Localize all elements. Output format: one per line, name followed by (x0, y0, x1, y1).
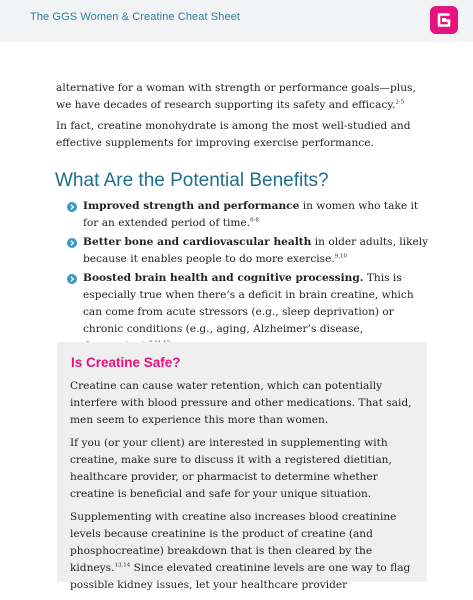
benefits-list (67, 198, 432, 355)
safety-box-title: Is Creatine Safe? (71, 355, 181, 370)
chevron-right-icon (67, 273, 77, 283)
benefits-heading: What Are the Potential Benefits? (55, 170, 329, 191)
chevron-right-icon (67, 201, 77, 211)
ggs-logo-icon (430, 6, 458, 34)
safety-paragraph-1: Creatine can cause water retention, which can potentially interfere with blood pressure and other medications. That said, men seem to experience this more than women. (70, 380, 412, 426)
citation: 2-5 (395, 99, 405, 106)
benefit-item: Improved strength and performance in women who take it for an extended period of time.$^{6-8}$ (67, 198, 432, 232)
document-title: The GGS Women & Creatine Cheat Sheet (30, 11, 241, 23)
safety-paragraph-3: Supplementing with creatine also increases blood creatinine levels because creatinine is the product of creatine (and phosphocreatine) breakdown that is then cleared by the kidneys.$^{13,14}$ Since elevated creatinine levels are one way to flag possible kidney issues, let your healthcare provider (70, 511, 411, 591)
benefit-item: Boosted brain health and cognitive processing. This is especially true when there’s a deficit in brain creatine, which can come from acute stressors (e.g., sleep deprivation) or chronic conditions (e.g., aging, Alzheimer’s disease, (67, 270, 432, 355)
intro-paragraph-2: In fact, creatine monohydrate is among the most well-studied and effective supplements for improving exercise performance. (56, 120, 411, 149)
safety-paragraph-2: If you (or your client) are interested in supplementing with creatine, make sure to discuss it with a registered dietitian, healthcare provider, or pharmacist to determine whether creatine is beneficial and safe for your unique situation. (70, 437, 392, 500)
benefit-item: Better bone and cardiovascular health in older adults, likely because it enables people to do more exercise.$^{9,10}$ (67, 234, 432, 268)
citation: 13,14 (114, 562, 131, 569)
page-header (0, 0, 473, 42)
chevron-right-icon (67, 237, 77, 247)
safety-callout-box (57, 342, 427, 591)
intro-paragraph-1: alternative for a woman with strength or performance goals—plus, we have decades of research supporting its safety and efficacy.$^{2-5}$ (56, 82, 416, 111)
